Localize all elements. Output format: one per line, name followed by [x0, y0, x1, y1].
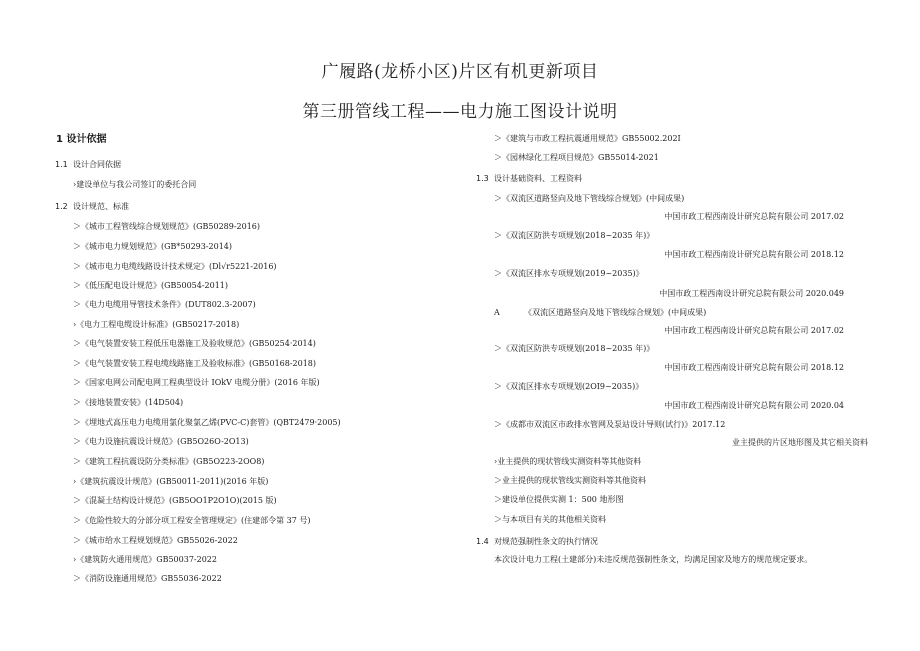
- standard-item: ›《电力工程电缆设计标准》(GB50217-2018): [73, 320, 240, 329]
- contract-item: ›建设单位与我公司签订的委托合同: [73, 180, 197, 189]
- section-title-contract-basis: 设计合同依据: [73, 160, 121, 169]
- material-source: 中国市政工程西南设计研究总院有限公司 2017.02: [664, 326, 844, 335]
- standard-item: ＞《城市电力电缆线路设计技术规定》(Dl√r5221-2016): [73, 262, 277, 271]
- standard-item: ›《建筑抗震设计规范》(GB50011-2011)(2016 年版): [73, 477, 269, 486]
- section-number-1-1: 1.1: [55, 160, 68, 169]
- section-number-1-3: 1.3: [476, 174, 489, 183]
- section-number-1-4: 1.4: [476, 537, 489, 546]
- section-title-materials: 设计基础资料、工程资料: [494, 174, 582, 183]
- material-item: ＞业主提供的现状管线实测资料等其他资料: [494, 476, 646, 485]
- standard-item: ＞《电气装置安装工程电缆线路施工及验收标准》(GB50168-2018): [73, 359, 317, 368]
- material-source: 中国市政工程西南设计研究总院有限公司 2017.02: [664, 212, 844, 221]
- section-heading-design-basis: 1 设计依据: [56, 134, 107, 145]
- material-source: 中国市政工程西南设计研究总院有限公司 2018.12: [664, 363, 844, 372]
- standard-item: ＞《危险性较大的分部分项工程安全管理规定》(住建部令第 37 号): [73, 516, 311, 525]
- standard-item: ＞《电力设施抗震设计规范》(GB5O26O-2O13): [73, 437, 249, 446]
- material-source: 中国市政工程西南设计研究总院有限公司 2020.049: [659, 289, 844, 298]
- standard-item: ›《建筑防火通用规范》GB50037-2022: [73, 555, 217, 564]
- section-title-standards: 设计规范、标准: [73, 202, 129, 211]
- document-title: 第三册管线工程——电力施工图设计说明: [302, 102, 618, 122]
- material-marker: A: [494, 308, 500, 317]
- standard-item: ＞《城市电力规划规范》(GB*50293-2014): [73, 242, 233, 251]
- standard-item: ＞《埋地式高压电力电缆用氯化聚氯乙烯(PVC-C)套管》(QBT2479·2005): [73, 418, 341, 427]
- material-item: ＞与本项目有关的其他相关资料: [494, 515, 606, 524]
- standard-item: ＞《建筑工程抗震设防分类标准》(GB5O223-2OO8): [73, 457, 265, 466]
- material-source: 中国市政工程西南设计研究总院有限公司 2020.04: [664, 401, 844, 410]
- standard-item: ＞《电气装置安装工程低压电器施工及验收规范》(GB50254·2014): [73, 339, 316, 348]
- mandatory-clauses-text: 本次设计电力工程(土建部分)未违反规范强制性条文，均满足国家及地方的规范规定要求。: [494, 555, 813, 564]
- material-item: ＞《双流区排水专项规划(2OI9~2035)》: [494, 382, 644, 391]
- section-number-1-2: 1.2: [55, 202, 68, 211]
- material-source: 业主提供的片区地形图及其它相关资料: [732, 438, 868, 447]
- section-title-mandatory-clauses: 对规范强制性条文的执行情况: [494, 537, 598, 546]
- material-source: 中国市政工程西南设计研究总院有限公司 2018.12: [664, 250, 844, 259]
- material-item: ›业主提供的现状管线实测资料等其他资料: [494, 457, 642, 466]
- material-item: 《双流区道路竖向及地下管线综合规划》(中间成果): [524, 308, 707, 317]
- material-item: ＞《双流区防洪专项规划(2018~2035 年)》: [494, 344, 655, 353]
- standard-item: ＞《城市给水工程规划规范》GB55026-2022: [73, 536, 238, 545]
- standard-item: ＞《混凝土结构设计规范》(GB5OO1P2O1O)(2015 版): [73, 496, 277, 505]
- material-item: ＞《成都市双流区市政排水管网及泵站设计导则(试行)》2017.12: [494, 420, 726, 429]
- standard-item: ＞《低压配电设计规范》(GB50054-2011): [73, 281, 229, 290]
- standard-item: ＞《接地装置安装》(14D504): [73, 398, 184, 407]
- standard-item: ＞《园林绿化工程项目规范》GB55014-2021: [494, 153, 659, 162]
- project-title: 广履路(龙桥小区)片区有机更新项目: [321, 62, 599, 82]
- standard-item: ＞《电力电缆用导管技术条件》(DUT802.3-2007): [73, 300, 256, 309]
- standard-item: ＞《消防设施通用规范》GB55036-2022: [73, 574, 222, 583]
- standard-item: ＞《城市工程管线综合规划规范》(GB50289-2016): [73, 222, 261, 231]
- standard-item: ＞《建筑与市政工程抗震通用规范》GB55002.202I: [494, 134, 681, 143]
- material-item: ＞《双流区排水专项规划(2019~2035)》: [494, 269, 644, 278]
- standard-item: ＞《国家电网公司配电网工程典型设计 IOkV 电缆分册》(2016 年版): [73, 378, 320, 387]
- material-item: ＞《双流区道路竖向及地下管线综合规划》(中间成果): [494, 194, 685, 203]
- material-item: ＞建设单位提供实测 1：500 地形图: [494, 495, 624, 504]
- material-item: ＞《双流区防洪专项规划(2018~2035 年)》: [494, 231, 655, 240]
